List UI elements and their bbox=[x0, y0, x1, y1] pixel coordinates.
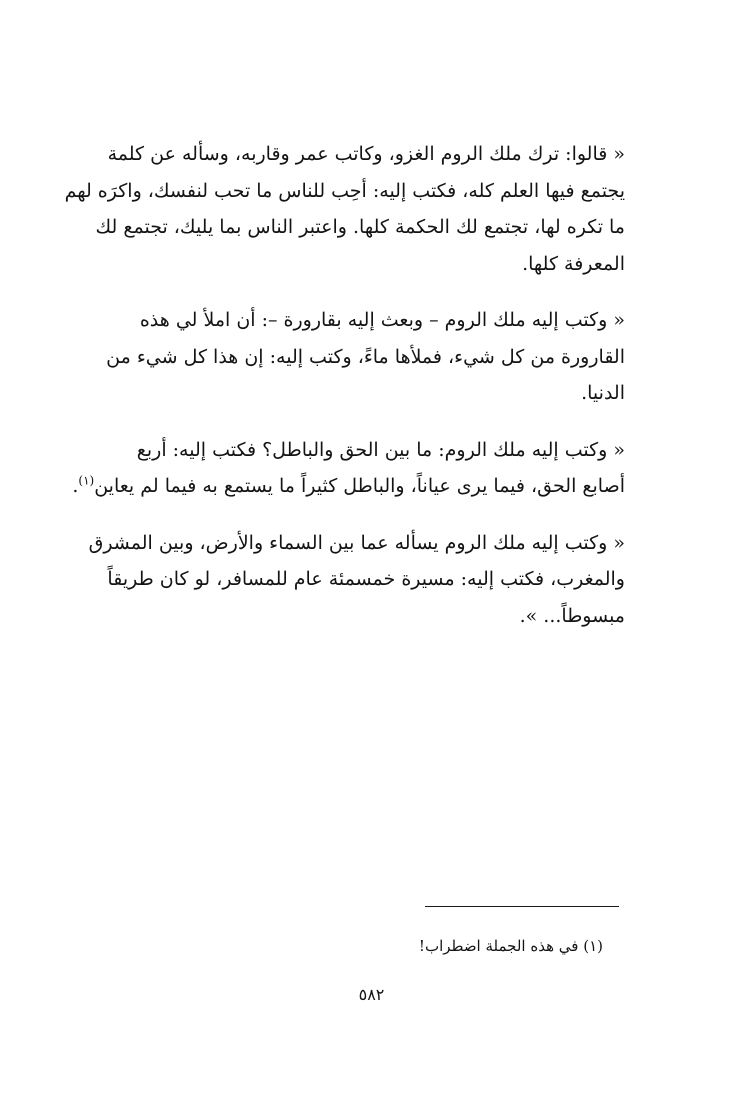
text-line: أصابع الحق، فيما يرى عياناً، والباطل كثيراً ما يستمع به فيما لم يعاين bbox=[94, 475, 625, 497]
paragraph-3 bbox=[72, 432, 625, 505]
text-line-with-footnote bbox=[72, 468, 625, 505]
text-line: مبسوطاً... ». bbox=[519, 604, 625, 627]
paragraph-2 bbox=[106, 302, 625, 412]
text-line: « قالوا: ترك ملك الروم الغزو، وكاتب عمر وقاربه، وسأله عن كلمة bbox=[107, 143, 625, 165]
text-line: « وكتب إليه ملك الروم – وبعث إليه بقارورة –: أن املأ لي هذه bbox=[139, 309, 625, 331]
paragraph-1 bbox=[64, 136, 625, 282]
footnote-marker[interactable]: (١) bbox=[78, 473, 95, 488]
text-line: والمغرب، فكتب إليه: مسيرة خمسمئة عام للمسافر، لو كان طريقاً bbox=[107, 568, 625, 590]
paragraph-4 bbox=[88, 525, 625, 635]
footnote-divider bbox=[425, 906, 619, 907]
text-line: « وكتب إليه ملك الروم يسأله عما بين السماء والأرض، وبين المشرق bbox=[88, 531, 625, 554]
text-line: « وكتب إليه ملك الروم: ما بين الحق والباطل؟ فكتب إليه: أربع bbox=[136, 438, 625, 461]
line-end-punctuation: . bbox=[72, 475, 79, 497]
text-line: يجتمع فيها العلم كله، فكتب إليه: أحِب للناس ما تحب لنفسك، واكرَه لهم bbox=[64, 179, 625, 202]
text-line: الدنيا. bbox=[581, 382, 625, 404]
text-line: المعرفة كلها. bbox=[522, 252, 625, 275]
page-number: ٥٨٢ bbox=[358, 985, 385, 1004]
footnote-text: (١) في هذه الجملة اضطراب! bbox=[418, 937, 603, 955]
text-line: ما تكره لها، تجتمع لك الحكمة كلها. واعتبر الناس بما يليك، تجتمع لك bbox=[95, 216, 625, 238]
text-line: القارورة من كل شيء، فملأها ماءً، وكتب إليه: إن هذا كل شيء من bbox=[106, 345, 625, 368]
main-text bbox=[64, 136, 625, 654]
